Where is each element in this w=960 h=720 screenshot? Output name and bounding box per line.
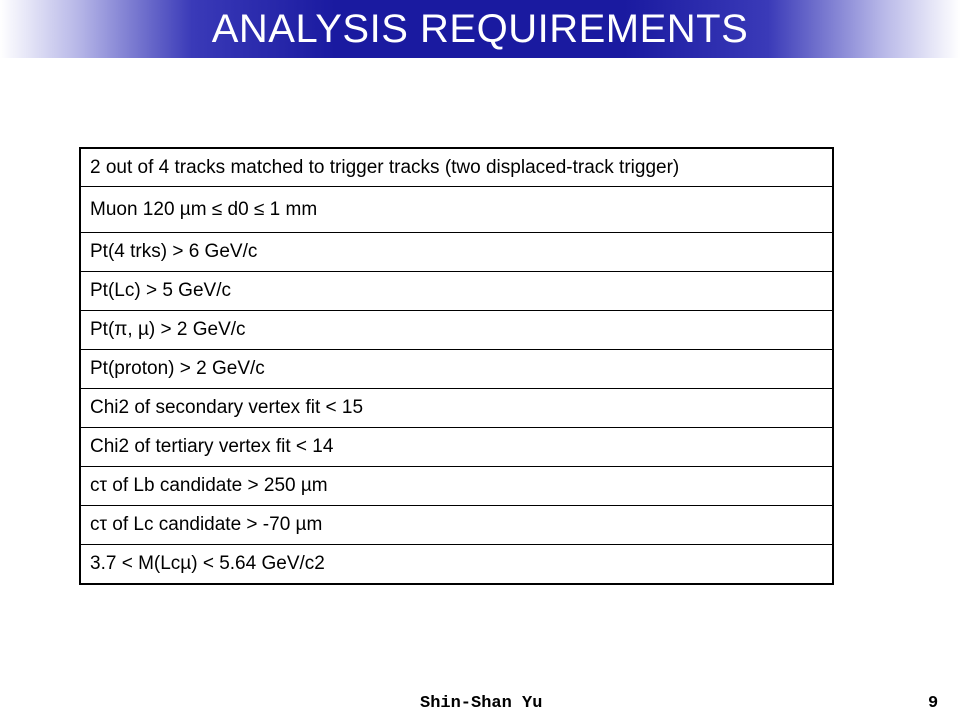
requirement-cell: Pt(π, µ) > 2 GeV/c xyxy=(80,311,833,350)
table-row xyxy=(80,389,833,428)
table-row xyxy=(80,233,833,272)
table-row xyxy=(80,311,833,350)
table-row xyxy=(80,545,833,585)
footer-author: Shin-Shan Yu xyxy=(420,694,543,713)
requirement-cell: Chi2 of tertiary vertex fit < 14 xyxy=(80,428,833,467)
table-row xyxy=(80,272,833,311)
requirement-cell: Muon 120 µm ≤ d0 ≤ 1 mm xyxy=(80,187,833,233)
requirement-cell: cτ of Lc candidate > -70 µm xyxy=(80,506,833,545)
requirement-cell: cτ of Lb candidate > 250 µm xyxy=(80,467,833,506)
requirement-cell: Pt(proton) > 2 GeV/c xyxy=(80,350,833,389)
requirement-cell: Chi2 of secondary vertex fit < 15 xyxy=(80,389,833,428)
requirement-cell: Pt(4 trks) > 6 GeV/c xyxy=(80,233,833,272)
table-row xyxy=(80,467,833,506)
requirement-cell: Pt(Lc) > 5 GeV/c xyxy=(80,272,833,311)
page-number: 9 xyxy=(928,694,939,713)
requirement-cell: 2 out of 4 tracks matched to trigger tracks (two displaced-track trigger) xyxy=(80,148,833,187)
requirements-table xyxy=(79,147,834,585)
table-row xyxy=(80,187,833,233)
title-bar xyxy=(0,0,960,58)
table-row xyxy=(80,350,833,389)
table-row xyxy=(80,428,833,467)
requirement-cell: 3.7 < M(Lcµ) < 5.64 GeV/c2 xyxy=(80,545,833,585)
slide-title: ANALYSIS REQUIREMENTS xyxy=(211,7,749,51)
table-row xyxy=(80,506,833,545)
table-row xyxy=(80,148,833,187)
